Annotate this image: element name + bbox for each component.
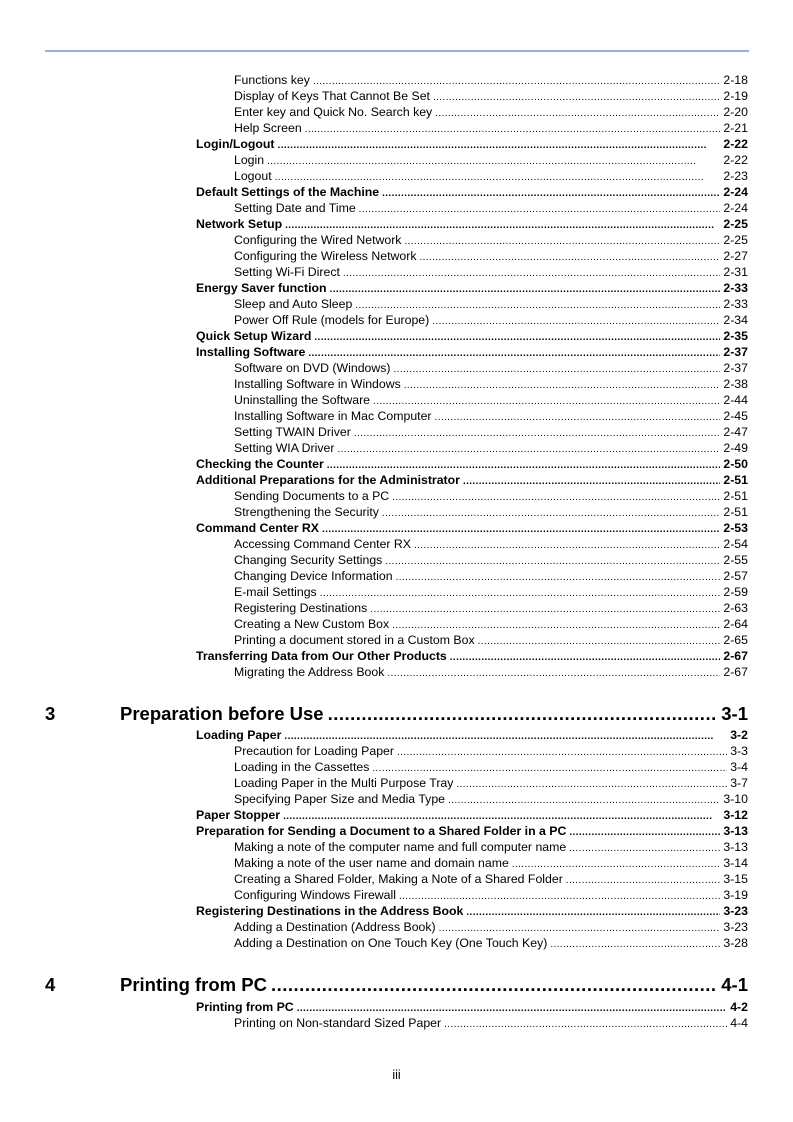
toc-entry-page: 2-53 (723, 521, 748, 535)
chapter-3-heading[interactable] (0, 702, 793, 726)
toc-entry-title: Printing on Non-standard Sized Paper (234, 1016, 442, 1030)
toc-entry-title: Quick Setup Wizard (196, 329, 312, 343)
toc-subsection-entry[interactable] (234, 88, 748, 104)
toc-entry-title: Functions key (234, 73, 310, 87)
toc-entry-page: 2-67 (723, 665, 748, 679)
toc-entry-title: Making a note of the computer name and full computer name (234, 840, 567, 854)
toc-entry-title: Migrating the Address Book (234, 665, 385, 679)
toc-entry-page: 2-21 (723, 121, 748, 135)
toc-entry-title: Login (234, 153, 265, 167)
toc-section-entry[interactable] (196, 456, 748, 472)
toc-entry-title: Default Settings of the Machine (196, 185, 380, 199)
toc-entry-page: 3-19 (723, 888, 748, 902)
toc-entry-page: 3-23 (723, 920, 748, 934)
toc-entry-title: Adding a Destination on One Touch Key (One Touch Key) (234, 936, 548, 950)
toc-section-entry[interactable] (196, 136, 748, 152)
toc-entry-page: 2-22 (723, 153, 748, 167)
toc-entry-title: Loading Paper in the Multi Purpose Tray (234, 776, 454, 790)
toc-entry-title: Network Setup (196, 217, 283, 231)
toc-section-entry[interactable] (196, 216, 748, 232)
toc-subsection-entry[interactable] (234, 855, 748, 871)
toc-entry-title: Loading Paper (196, 728, 282, 742)
toc-entry-title: Power Off Rule (models for Europe) (234, 313, 430, 327)
toc-subsection-entry[interactable] (234, 488, 748, 504)
toc-entry-page: 2-54 (723, 537, 748, 551)
chapter-4-heading[interactable] (0, 973, 793, 997)
toc-section-entry[interactable] (196, 328, 748, 344)
toc-entry-title: Command Center RX (196, 521, 319, 535)
toc-subsection-entry[interactable] (234, 616, 748, 632)
toc-entry-page: 3-15 (723, 872, 748, 886)
toc-subsection-entry[interactable] (234, 504, 748, 520)
toc-subsection-entry[interactable] (234, 664, 748, 680)
toc-subsection-entry[interactable] (234, 743, 748, 759)
toc-section-entry[interactable] (196, 520, 748, 536)
leader-dots (550, 937, 720, 953)
toc-entry-page: 2-24 (723, 201, 748, 215)
toc-subsection-entry[interactable] (234, 424, 748, 440)
toc-subsection-entry[interactable] (234, 600, 748, 616)
toc-subsection-entry[interactable] (234, 72, 748, 88)
chapter-number: 4 (45, 974, 56, 995)
toc-subsection-entry[interactable] (234, 296, 748, 312)
leader-dots (444, 1017, 727, 1033)
header-rule (45, 50, 749, 52)
toc-subsection-entry[interactable] (234, 871, 748, 887)
toc-entry-page: 3-14 (723, 856, 748, 870)
toc-entry-page: 2-23 (723, 169, 748, 183)
toc-entry-title: Loading in the Cassettes (234, 760, 370, 774)
toc-entry-page: 2-51 (723, 473, 748, 487)
toc-entry-title: Setting Date and Time (234, 201, 356, 215)
toc-subsection-entry[interactable] (234, 584, 748, 600)
toc-subsection-entry[interactable] (234, 552, 748, 568)
chapter-title: Preparation before Use (120, 703, 324, 724)
toc-entry-title: Accessing Command Center RX (234, 537, 412, 551)
toc-entry-title: Uninstalling the Software (234, 393, 371, 407)
toc-entry-page: 2-63 (723, 601, 748, 615)
toc-section-entry[interactable] (196, 648, 748, 664)
toc-entry-page: 3-3 (730, 744, 748, 758)
toc-subsection-entry[interactable] (234, 791, 748, 807)
toc-entry-page: 3-4 (730, 760, 748, 774)
toc-section-entry[interactable] (196, 727, 748, 743)
chapter-title: Printing from PC (120, 974, 267, 995)
toc-subsection-entry[interactable] (234, 360, 748, 376)
toc-entry-title: Setting TWAIN Driver (234, 425, 351, 439)
toc-entry-page: 2-25 (723, 217, 748, 231)
toc-entry-title: Configuring the Wireless Network (234, 249, 417, 263)
chapter-number: 3 (45, 703, 56, 724)
toc-entry-page: 2-18 (723, 73, 748, 87)
toc-subsection-entry[interactable] (234, 632, 748, 648)
toc-entry-title: E-mail Settings (234, 585, 317, 599)
toc-entry-title: Preparation for Sending a Document to a Shared Folder in a PC (196, 824, 567, 838)
toc-subsection-entry[interactable] (234, 248, 748, 264)
toc-entry-page: 2-33 (723, 281, 748, 295)
toc-entry-page: 2-55 (723, 553, 748, 567)
toc-section-entry[interactable] (196, 903, 748, 919)
toc-entry-title: Creating a New Custom Box (234, 617, 390, 631)
toc-subsection-entry[interactable] (234, 264, 748, 280)
toc-entry-title: Specifying Paper Size and Media Type (234, 792, 445, 806)
toc-entry-title: Strengthening the Security (234, 505, 379, 519)
toc-entry-page: 4-2 (730, 1000, 748, 1014)
toc-entry-page: 2-37 (723, 345, 748, 359)
toc-entry-title: Installing Software (196, 345, 306, 359)
toc-entry-page: 3-28 (723, 936, 748, 950)
toc-subsection-entry[interactable] (234, 919, 748, 935)
toc-subsection-entry[interactable] (234, 408, 748, 424)
toc-entry-title: Precaution for Loading Paper (234, 744, 394, 758)
toc-entry-page: 2-49 (723, 441, 748, 455)
toc-entry-page: 3-2 (730, 728, 748, 742)
toc-entry-title: Additional Preparations for the Administrator (196, 473, 460, 487)
toc-subsection-entry[interactable] (234, 232, 748, 248)
toc-entry-page: 2-33 (723, 297, 748, 311)
toc-entry-title: Setting WIA Driver (234, 441, 335, 455)
toc-entry-title: Setting Wi-Fi Direct (234, 265, 340, 279)
toc-subsection-entry[interactable] (234, 168, 748, 184)
page-number: iii (392, 1068, 401, 1082)
toc-entry-page: 2-51 (723, 505, 748, 519)
toc-entry-page: 3-12 (723, 808, 748, 822)
toc-entry-page: 2-67 (723, 649, 748, 663)
toc-entry-page: 2-47 (723, 425, 748, 439)
toc-entry-title: Adding a Destination (Address Book) (234, 920, 436, 934)
toc-entry-page: 2-35 (723, 329, 748, 343)
toc-subsection-entry[interactable] (234, 568, 748, 584)
toc-entry-page: 2-27 (723, 249, 748, 263)
chapter-page: 3-1 (721, 703, 748, 724)
toc-entry-page: 4-4 (730, 1016, 748, 1030)
toc-entry-title: Printing from PC (196, 1000, 294, 1014)
toc-entry-page: 2-20 (723, 105, 748, 119)
toc-entry-title: Installing Software in Mac Computer (234, 409, 432, 423)
toc-entry-page: 2-57 (723, 569, 748, 583)
toc-entry-title: Changing Security Settings (234, 553, 383, 567)
toc-subsection-entry[interactable] (234, 887, 748, 903)
toc-entry-title: Logout (234, 169, 272, 183)
toc-entry-page: 2-37 (723, 361, 748, 375)
leader-dots (387, 666, 720, 682)
toc-subsection-entry[interactable] (234, 440, 748, 456)
toc-entry-title: Software on DVD (Windows) (234, 361, 391, 375)
toc-entry-page: 2-50 (723, 457, 748, 471)
toc-entry-title: Checking the Counter (196, 457, 324, 471)
toc-entry-title: Making a note of the user name and domain name (234, 856, 509, 870)
toc-section-entry[interactable] (196, 184, 748, 200)
toc-entry-page: 3-7 (730, 776, 748, 790)
toc-entry-page: 2-31 (723, 265, 748, 279)
toc-entry-title: Changing Device Information (234, 569, 393, 583)
toc-subsection-entry[interactable] (234, 104, 748, 120)
toc-entry-page: 2-25 (723, 233, 748, 247)
toc-entry-title: Printing a document stored in a Custom Box (234, 633, 475, 647)
toc-entry-title: Sleep and Auto Sleep (234, 297, 353, 311)
toc-entry-page: 2-64 (723, 617, 748, 631)
leader-dots (328, 702, 718, 726)
toc-entry-title: Configuring Windows Firewall (234, 888, 396, 902)
toc-subsection-entry[interactable] (234, 775, 748, 791)
toc-section-entry[interactable] (196, 999, 748, 1015)
toc-entry-page: 2-38 (723, 377, 748, 391)
toc-entry-title: Help Screen (234, 121, 302, 135)
toc-entry-page: 2-34 (723, 313, 748, 327)
toc-subsection-entry[interactable] (234, 376, 748, 392)
toc-entry-title: Display of Keys That Cannot Be Set (234, 89, 430, 103)
toc-entry-title: Installing Software in Windows (234, 377, 401, 391)
toc-subsection-entry[interactable] (234, 392, 748, 408)
toc-entry-page: 3-10 (723, 792, 748, 806)
toc-subsection-entry[interactable] (234, 759, 748, 775)
toc-entry-page: 2-44 (723, 393, 748, 407)
toc-entry-title: Registering Destinations in the Address Book (196, 904, 464, 918)
toc-entry-page: 2-22 (723, 137, 748, 151)
toc-entry-page: 2-24 (723, 185, 748, 199)
toc-entry-page: 2-59 (723, 585, 748, 599)
leader-dots (271, 973, 717, 997)
toc-subsection-entry[interactable] (234, 839, 748, 855)
toc-entry-page: 2-51 (723, 489, 748, 503)
toc-entry-title: Sending Documents to a PC (234, 489, 390, 503)
toc-entry-title: Transferring Data from Our Other Products (196, 649, 447, 663)
toc-section-entry[interactable] (196, 472, 748, 488)
toc-section-entry[interactable] (196, 807, 748, 823)
toc-subsection-entry[interactable] (234, 200, 748, 216)
toc-entry-title: Login/Logout (196, 137, 275, 151)
toc-section-entry[interactable] (196, 280, 748, 296)
toc-subsection-entry[interactable] (234, 1015, 748, 1031)
toc-entry-title: Energy Saver function (196, 281, 327, 295)
toc-entry-page: 2-19 (723, 89, 748, 103)
toc-entry-title: Configuring the Wired Network (234, 233, 402, 247)
toc-entry-page: 2-65 (723, 633, 748, 647)
toc-subsection-entry[interactable] (234, 536, 748, 552)
toc-section-entry[interactable] (196, 344, 748, 360)
toc-subsection-entry[interactable] (234, 935, 748, 951)
toc-entry-page: 3-23 (723, 904, 748, 918)
chapter-page: 4-1 (721, 974, 748, 995)
toc-entry-title: Registering Destinations (234, 601, 368, 615)
toc-entry-page: 2-45 (723, 409, 748, 423)
toc-section-entry[interactable] (196, 823, 748, 839)
toc-subsection-entry[interactable] (234, 120, 748, 136)
toc-subsection-entry[interactable] (234, 312, 748, 328)
toc-entry-page: 3-13 (723, 824, 748, 838)
toc-entry-title: Creating a Shared Folder, Making a Note of a Shared Folder (234, 872, 563, 886)
toc-entry-title: Paper Stopper (196, 808, 281, 822)
toc-subsection-entry[interactable] (234, 152, 748, 168)
toc-entry-page: 3-13 (723, 840, 748, 854)
toc-entry-title: Enter key and Quick No. Search key (234, 105, 433, 119)
